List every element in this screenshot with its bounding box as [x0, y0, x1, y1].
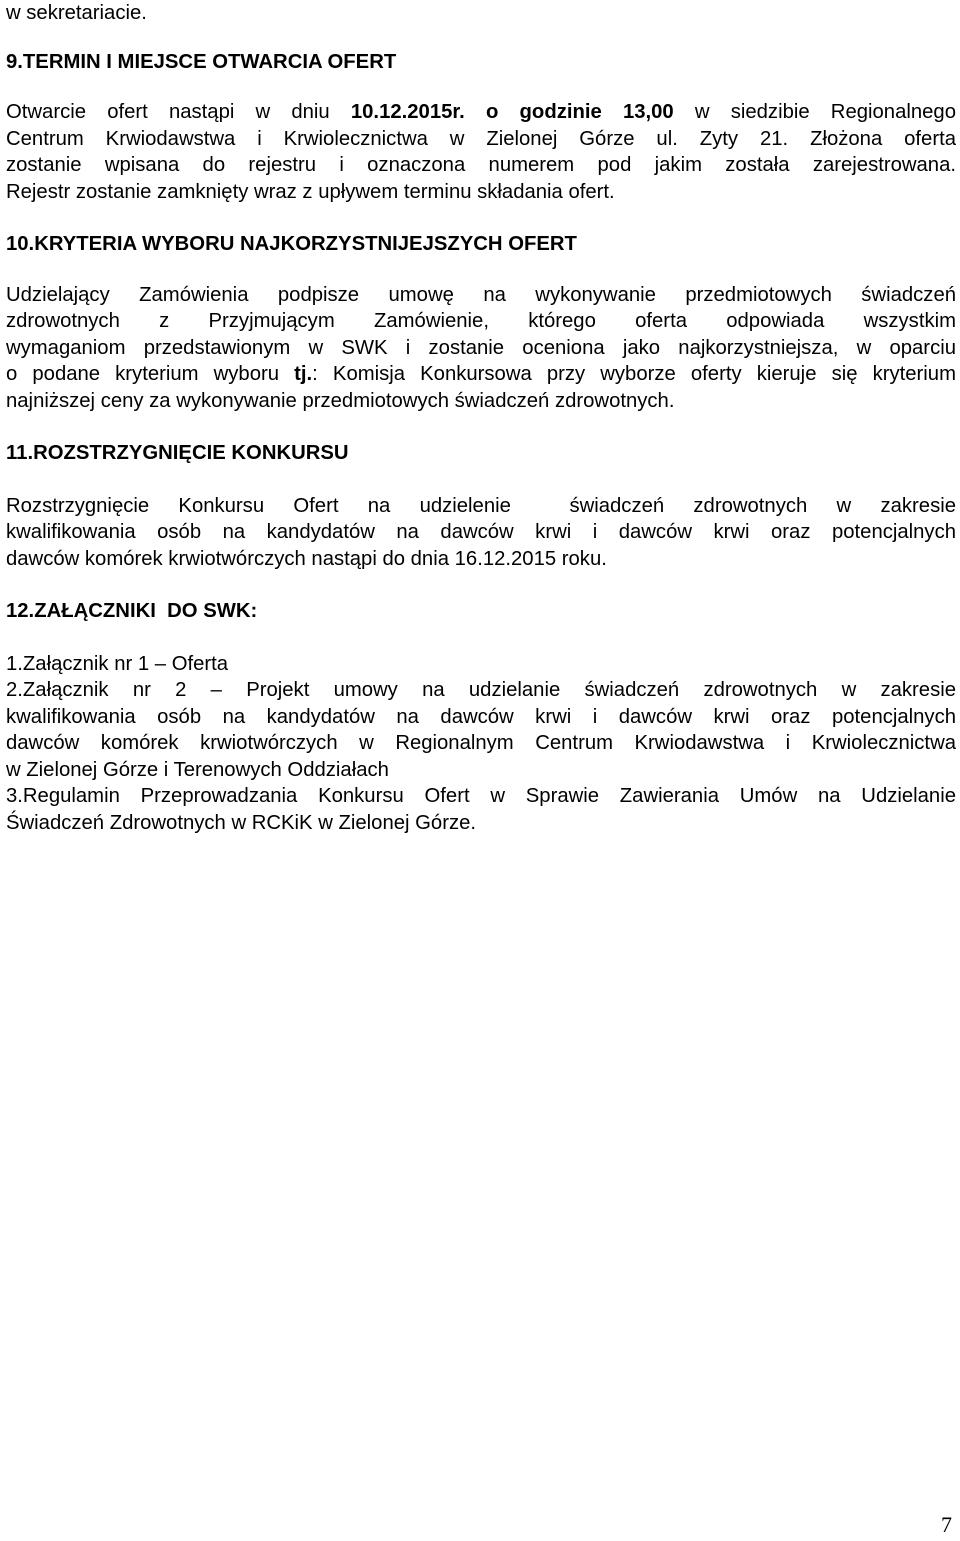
spacer: [6, 75, 956, 99]
continuation-line: w sekretariacie.: [6, 2, 147, 24]
section-11-paragraph: [6, 493, 956, 573]
bold-abbreviation: tj.: [294, 363, 313, 385]
spacer: [6, 467, 956, 493]
section-10-heading: 10.KRYTERIA WYBORU NAJKORZYSTNIJEJSZYCH OFERT: [6, 233, 577, 255]
paragraph-line: Rozstrzygnięcie Konkursu Ofert na udzielenie świadczeń zdrowotnych w zakresie: [6, 494, 956, 517]
section-12-heading: 12.ZAŁĄCZNIKI DO SWK:: [6, 600, 258, 622]
section-11-heading: 11.ROZSTRZYGNIĘCIE KONKURSU: [6, 442, 349, 464]
attachment-item-3-line: 3.Regulamin Przeprowadzania Konkursu Ofert w Sprawie Zawierania Umów na Udzielanie: [6, 785, 956, 807]
paragraph-line: zostanie wpisana do rejestru i oznaczona numerem pod jakim została zarejestrowana.: [6, 154, 956, 176]
paragraph-line: Centrum Krwiodawstwa i Krwiolecznictwa w Zielonej Górze ul. Zyty 21. Złożona oferta: [6, 127, 956, 150]
paragraph-line: [6, 99, 956, 126]
paragraph-line: Rejestr zostanie zamknięty wraz z upływem terminu składania ofert.: [6, 180, 615, 203]
paragraph-line: wymaganiom przedstawionym w SWK i zostanie oceniona jako najkorzystniejsza, w oparciu: [6, 336, 956, 359]
paragraph-line: kwalifikowania osób na kandydatów na dawców krwi i dawców krwi oraz potencjalnych: [6, 521, 956, 543]
paragraph-line: najniższej ceny za wykonywanie przedmiotowych świadczeń zdrowotnych.: [6, 389, 675, 412]
spacer: [6, 27, 956, 49]
attachments-list: [6, 651, 956, 837]
section-10-paragraph: [6, 282, 956, 415]
document-page: [6, 0, 956, 836]
section-9-paragraph: [6, 99, 956, 205]
attachment-item-2-line: dawców komórek krwiotwórczych w Regionalnym Centrum Krwiodawstwa i Krwiolecznictwa: [6, 732, 956, 754]
attachment-item-3-line: Świadczeń Zdrowotnych w RCKiK w Zielonej Górze.: [6, 811, 477, 834]
paragraph-line: [6, 361, 956, 388]
attachment-item-2-line: 2.Załącznik nr 2 – Projekt umowy na udzielanie świadczeń zdrowotnych w zakresie: [6, 679, 956, 701]
text-span: w siedzibie Regionalnego: [673, 101, 956, 123]
spacer: [6, 414, 956, 440]
attachment-item-1: 1.Załącznik nr 1 – Oferta: [6, 652, 229, 675]
paragraph-line: dawców komórek krwiotwórczych nastąpi do dnia 16.12.2015 roku.: [6, 547, 607, 570]
opening-hour: o godzinie 13,00: [464, 101, 674, 123]
text-span: Otwarcie ofert nastąpi w dniu: [6, 101, 351, 123]
text-span: : Komisja Konkursowa przy wyborze oferty kieruje się kryterium: [312, 363, 956, 385]
section-9-heading: 9.TERMIN I MIEJSCE OTWARCIA OFERT: [6, 50, 397, 73]
spacer: [6, 258, 956, 282]
attachment-item-2-line: w Zielonej Górze i Terenowych Oddziałach: [6, 758, 389, 781]
text-span: o podane kryterium wyboru: [6, 363, 295, 385]
page-number: 7: [941, 1512, 952, 1537]
opening-date: 10.12.2015r.: [350, 101, 465, 123]
attachment-item-2-line: kwalifikowania osób na kandydatów na dawców krwi i dawców krwi oraz potencjalnych: [6, 705, 956, 728]
paragraph-line: zdrowotnych z Przyjmującym Zamówienie, którego oferta odpowiada wszystkim: [6, 310, 956, 332]
spacer: [6, 205, 956, 231]
spacer: [6, 625, 956, 651]
paragraph-line: Udzielający Zamówienia podpisze umowę na wykonywanie przedmiotowych świadczeń: [6, 283, 956, 306]
spacer: [6, 572, 956, 598]
